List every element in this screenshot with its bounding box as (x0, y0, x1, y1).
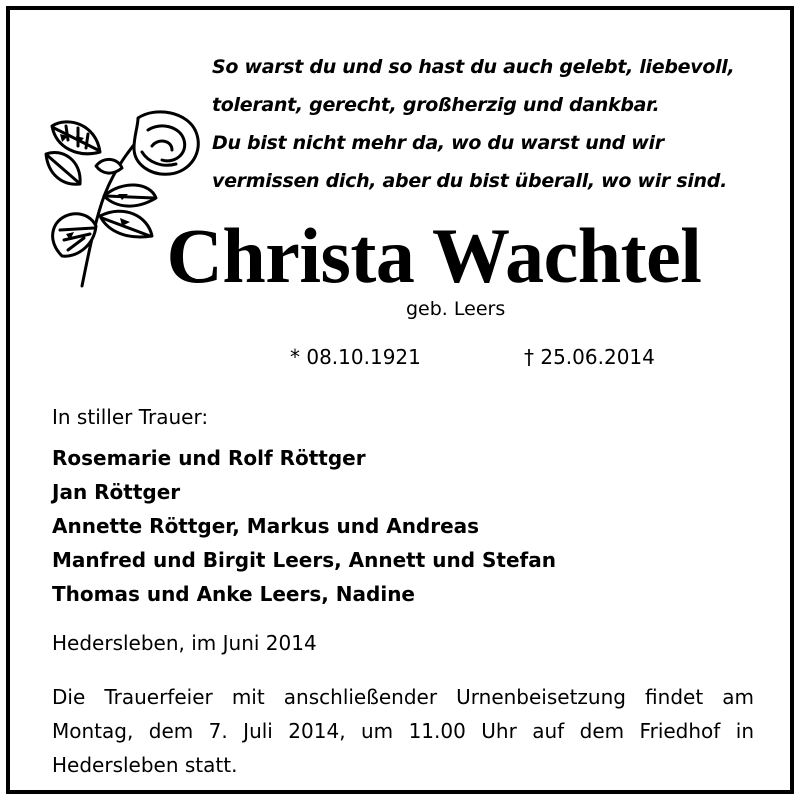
mourner-entry: Annette Röttger, Markus und Andreas (52, 514, 480, 538)
mourning-label: In stiller Trauer: (52, 405, 209, 429)
mourner-entry: Jan Röttger (52, 480, 181, 504)
verse-line: vermissen dich, aber du bist überall, wo wir sind. (212, 170, 727, 192)
mourner-entry: Thomas und Anke Leers, Nadine (52, 582, 415, 606)
verse-line: tolerant, gerecht, großherzig und dankbar. (212, 94, 660, 116)
birth-date: * 08.10.1921 (290, 345, 421, 369)
mourner-entry: Rosemarie und Rolf Röttger (52, 446, 366, 470)
verse-line: Du bist nicht mehr da, wo du warst und wir (212, 132, 664, 154)
mourner-list (52, 441, 556, 611)
verse-line: So warst du und so hast du auch gelebt, liebevoll, (212, 56, 735, 78)
mourner-entry: Manfred und Birgit Leers, Annett und Stefan (52, 548, 556, 572)
funeral-notice: Die Trauerfeier mit anschließender Urnenbeisetzung findet am Montag, dem 7. Juli 2014, um 11.00 Uhr auf dem Friedhof in Hedersleben statt. (52, 685, 754, 777)
memorial-verse (212, 48, 772, 200)
deceased-name: Christa Wachtel (166, 212, 702, 299)
born-name: geb. Leers (406, 298, 506, 320)
obituary-notice (6, 6, 794, 794)
death-date: † 25.06.2014 (524, 345, 655, 369)
place-date: Hedersleben, im Juni 2014 (52, 631, 317, 655)
